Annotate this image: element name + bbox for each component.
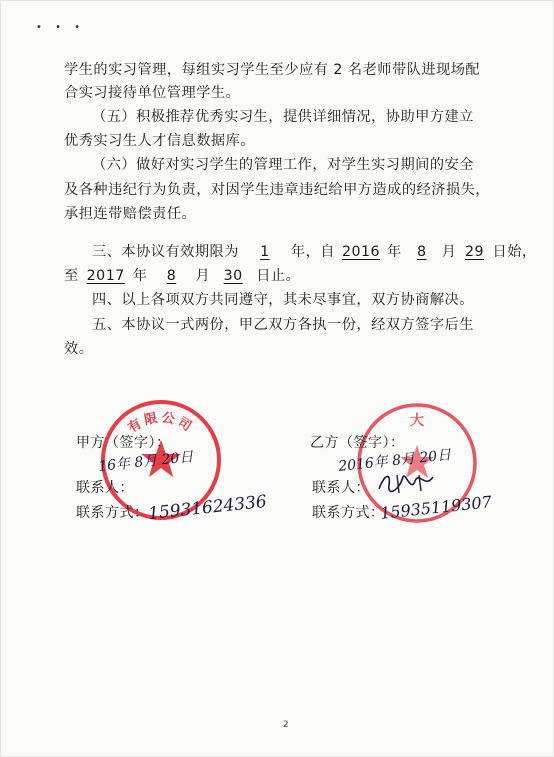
party-b-phone-handwritten: 15935119307 [379, 492, 493, 523]
party-a-date-handwritten: 16年 8月 20日 [97, 449, 195, 475]
end-month: 8 [166, 268, 177, 284]
body-line-3: （五）积极推荐优秀实习生，提供详细情况，协助甲方建立 [92, 109, 474, 125]
party-a-label: 甲方（签字）： [76, 435, 171, 451]
year-char-1: 年 [387, 244, 402, 260]
body-line-4: 优秀实习生人才信息数据库。 [64, 133, 255, 149]
zhi-char: 至 [64, 268, 79, 284]
top-marks: • • • [36, 22, 86, 33]
term-text-c: 日始， [492, 244, 537, 260]
body-line-1: 学生的实习管理，每组实习学生至少应有 2 名老师带队进现场配 [64, 62, 481, 78]
term-line-2 [64, 266, 300, 286]
body-line-7: 承担连带赔偿责任。 [64, 206, 197, 222]
party-a-phone-label: 联系方式： [76, 505, 149, 521]
party-a-contact-label: 联系人： [76, 480, 134, 496]
year-char-2: 年 [132, 268, 148, 284]
clause-5-line-2: 效。 [64, 341, 94, 357]
seal-b-text: 大 [410, 413, 424, 429]
party-b-contact-label: 联系人： [312, 480, 370, 496]
start-month: 8 [416, 244, 427, 260]
term-text-a: 三、本协议有效期限为 [92, 244, 239, 260]
month-char-1: 月 [441, 244, 457, 260]
svg-text:大 [410, 412, 424, 429]
term-text-d: 日止。 [256, 268, 301, 284]
party-a-phone-handwritten: 15931624336 [147, 491, 268, 525]
start-day: 29 [464, 244, 485, 260]
clause-5-line-1: 五、本协议一式两份，甲乙双方各执一份，经双方签字后生 [92, 317, 474, 333]
body-line-6: 及各种违纪行为负责，对因学生违章违纪给甲方造成的经济损失， [64, 182, 490, 198]
end-year: 2017 [86, 268, 125, 284]
page-number: 2 [283, 720, 289, 730]
party-b-date-handwritten: 2016年 8月 20日 [337, 447, 452, 475]
body-line-2: 合实习接待单位管理学生。 [64, 85, 241, 101]
party-b-phone-label: 联系方式： [312, 505, 385, 521]
start-year: 2016 [341, 244, 381, 260]
term-text-b: 年，自 [290, 244, 335, 260]
party-b-label: 乙方（签字）： [310, 435, 405, 451]
month-char-2: 月 [195, 268, 211, 284]
seal-a-text: 有限公司 [125, 410, 197, 437]
end-day: 30 [223, 268, 243, 284]
party-b-signature [375, 467, 437, 497]
term-line-1 [92, 242, 537, 262]
term-years: 1 [260, 244, 270, 260]
clause-4: 四、以上各项双方共同遵守，其未尽事宜，双方协商解决。 [92, 292, 474, 308]
body-line-5: （六）做好对实习学生的管理工作，对学生实习期间的安全 [92, 157, 474, 173]
